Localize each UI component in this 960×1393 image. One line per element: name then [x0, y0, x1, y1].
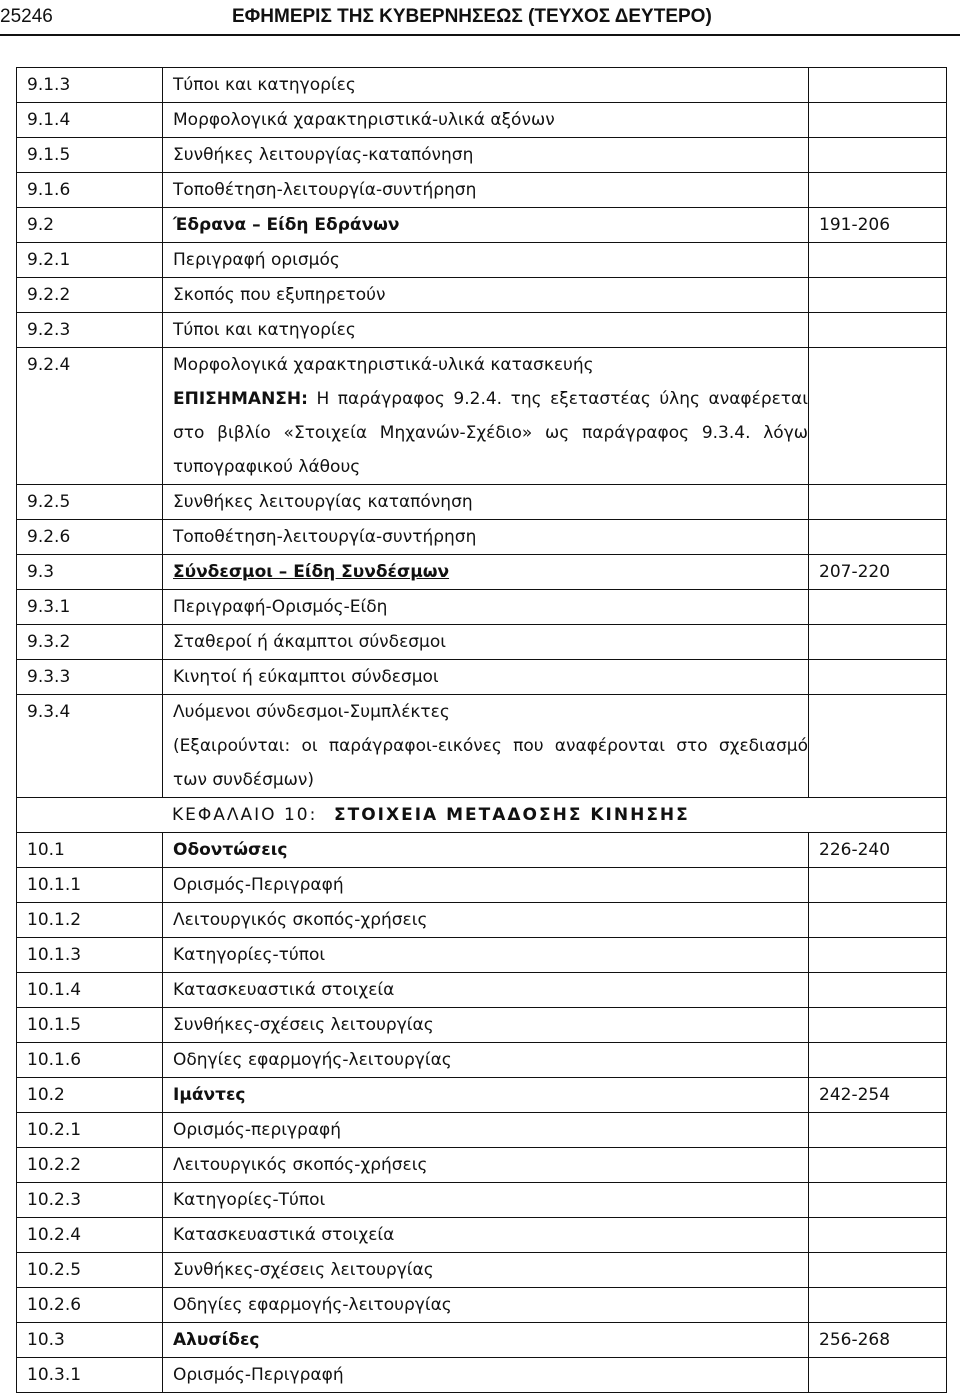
section-title-cell — [163, 1358, 809, 1393]
section-title-cell — [163, 1323, 809, 1358]
section-title-cell — [163, 695, 809, 798]
section-number: 9.1.4 — [17, 103, 163, 138]
section-number: 10.2.1 — [17, 1113, 163, 1148]
section-number: 9.2.5 — [17, 485, 163, 520]
section-title-cell — [163, 138, 809, 173]
section-title-cell — [163, 903, 809, 938]
table-row — [17, 68, 947, 103]
section-title-cell — [163, 208, 809, 243]
section-title-cell — [163, 1183, 809, 1218]
section-title: Σκοπός που εξυπηρετούν — [173, 285, 386, 305]
section-number: 10.1.2 — [17, 903, 163, 938]
table-row — [17, 1078, 947, 1113]
page-range: 256-268 — [809, 1323, 947, 1358]
section-title: Οδηγίες εφαρμογής-λειτουργίας — [173, 1050, 452, 1070]
section-title-cell — [163, 555, 809, 590]
section-number: 10.2 — [17, 1078, 163, 1113]
section-title-cell — [163, 868, 809, 903]
section-number: 9.1.3 — [17, 68, 163, 103]
table-row — [17, 243, 947, 278]
section-title: Έδρανα – Είδη Εδράνων — [173, 215, 400, 235]
section-number: 10.1.3 — [17, 938, 163, 973]
section-number: 9.2.1 — [17, 243, 163, 278]
page-range: 242-254 — [809, 1078, 947, 1113]
section-title-cell — [163, 1218, 809, 1253]
section-number: 9.1.6 — [17, 173, 163, 208]
section-title: Συνθήκες-σχέσεις λειτουργίας — [173, 1260, 434, 1280]
section-title: Σταθεροί ή άκαμπτοι σύνδεσμοι — [173, 632, 447, 652]
table-row — [17, 660, 947, 695]
section-title: Τοποθέτηση-λειτουργία-συντήρηση — [173, 180, 477, 200]
table-row — [17, 1183, 947, 1218]
page-range: 207-220 — [809, 555, 947, 590]
table-row — [17, 973, 947, 1008]
table-row — [17, 103, 947, 138]
section-number: 10.2.3 — [17, 1183, 163, 1218]
table-row — [17, 938, 947, 973]
section-number: 9.3.2 — [17, 625, 163, 660]
table-row — [17, 520, 947, 555]
note-text: Η παράγραφος 9.2.4. της εξεταστέας ύλης αναφέρεται στο βιβλίο «Στοιχεία Μηχανών-Σχέδιο» ως παράγραφος 9.3.4. λόγω τυπογραφικού λάθους — [173, 389, 808, 477]
section-title: Οδηγίες εφαρμογής-λειτουργίας — [173, 1295, 452, 1315]
page-range — [809, 1113, 947, 1148]
table-row — [17, 1253, 947, 1288]
table-row — [17, 278, 947, 313]
section-title: Κατασκευαστικά στοιχεία — [173, 1225, 395, 1245]
table-row — [17, 695, 947, 798]
page-range — [809, 1183, 947, 1218]
section-number: 10.1.5 — [17, 1008, 163, 1043]
section-title-cell — [163, 660, 809, 695]
table-row — [17, 903, 947, 938]
page-range — [809, 138, 947, 173]
section-title-cell — [163, 278, 809, 313]
section-number: 10.3 — [17, 1323, 163, 1358]
page-range — [809, 1218, 947, 1253]
section-title: Μορφολογικά χαρακτηριστικά-υλικά αξόνων — [173, 110, 555, 130]
section-number: 9.2.2 — [17, 278, 163, 313]
page-range — [809, 868, 947, 903]
page-range — [809, 243, 947, 278]
page-range — [809, 625, 947, 660]
table-row — [17, 555, 947, 590]
section-number: 9.2.6 — [17, 520, 163, 555]
section-title: Περιγραφή ορισμός — [173, 250, 340, 270]
page-header — [0, 0, 960, 44]
table-row — [17, 313, 947, 348]
section-title: Αλυσίδες — [173, 1330, 260, 1350]
section-number: 10.2.2 — [17, 1148, 163, 1183]
section-title-cell — [163, 348, 809, 485]
section-title-cell — [163, 485, 809, 520]
section-number: 9.2 — [17, 208, 163, 243]
section-title: Τύποι και κατηγορίες — [173, 320, 356, 340]
section-number: 9.3 — [17, 555, 163, 590]
table-row — [17, 1218, 947, 1253]
section-number: 10.2.5 — [17, 1253, 163, 1288]
section-number: 10.1 — [17, 833, 163, 868]
page-range — [809, 1148, 947, 1183]
section-number: 9.1.5 — [17, 138, 163, 173]
page-range: 226-240 — [809, 833, 947, 868]
section-title: Ορισμός-Περιγραφή — [173, 1365, 344, 1385]
section-title-cell — [163, 973, 809, 1008]
section-title: Συνθήκες-σχέσεις λειτουργίας — [173, 1015, 434, 1035]
section-title: Συνθήκες λειτουργίας-καταπόνηση — [173, 145, 474, 165]
section-title-cell — [163, 1288, 809, 1323]
section-title-cell — [163, 625, 809, 660]
chapter-heading-row — [17, 798, 947, 833]
section-number: 10.1.6 — [17, 1043, 163, 1078]
page-range — [809, 903, 947, 938]
section-title-cell — [163, 1043, 809, 1078]
section-title: Περιγραφή-Ορισμός-Είδη — [173, 597, 388, 617]
section-title-cell — [163, 1148, 809, 1183]
page-range — [809, 348, 947, 485]
page-number: 25246 — [0, 6, 53, 27]
table-row — [17, 1113, 947, 1148]
page-range — [809, 1043, 947, 1078]
section-title-cell — [163, 520, 809, 555]
section-number: 9.3.4 — [17, 695, 163, 798]
table-row — [17, 868, 947, 903]
section-title: Τύποι και κατηγορίες — [173, 75, 356, 95]
page-range — [809, 103, 947, 138]
table-row — [17, 1358, 947, 1393]
page-range — [809, 938, 947, 973]
page-range — [809, 68, 947, 103]
table-row — [17, 1008, 947, 1043]
section-title: Ορισμός-Περιγραφή — [173, 875, 344, 895]
section-title-cell — [163, 103, 809, 138]
section-title: Τοποθέτηση-λειτουργία-συντήρηση — [173, 527, 477, 547]
section-title: Λειτουργικός σκοπός-χρήσεις — [173, 1155, 428, 1175]
section-title-cell — [163, 68, 809, 103]
page-range — [809, 520, 947, 555]
section-title: Κατηγορίες-τύποι — [173, 945, 326, 965]
section-title: Σύνδεσμοι – Είδη Συνδέσμων — [173, 562, 450, 582]
section-title: Λειτουργικός σκοπός-χρήσεις — [173, 910, 428, 930]
table-row — [17, 625, 947, 660]
section-number: 10.2.6 — [17, 1288, 163, 1323]
section-title: Κατασκευαστικά στοιχεία — [173, 980, 395, 1000]
chapter-label: ΚΕΦΑΛΑΙΟ 10: — [172, 805, 318, 825]
page-range — [809, 590, 947, 625]
section-title-cell — [163, 313, 809, 348]
table-row — [17, 208, 947, 243]
section-number: 9.2.3 — [17, 313, 163, 348]
table-row — [17, 1148, 947, 1183]
table-row — [17, 1043, 947, 1078]
section-number: 10.3.1 — [17, 1358, 163, 1393]
section-title-cell — [163, 938, 809, 973]
page-range — [809, 1358, 947, 1393]
page-range — [809, 1288, 947, 1323]
section-title: Μορφολογικά χαρακτηριστικά-υλικά κατασκευής — [173, 355, 594, 375]
section-title-cell — [163, 1008, 809, 1043]
page-range — [809, 278, 947, 313]
section-number: 9.3.1 — [17, 590, 163, 625]
gazette-title: ΕΦΗΜΕΡΙΣ ΤΗΣ ΚΥΒΕΡΝΗΣΕΩΣ (ΤΕΥΧΟΣ ΔΕΥΤΕΡΟ) — [232, 6, 712, 27]
section-title: Συνθήκες λειτουργίας καταπόνηση — [173, 492, 473, 512]
section-title-cell — [163, 173, 809, 208]
exclusion-note: (Εξαιρούνται: οι παράγραφοι-εικόνες που αναφέρονται στο σχεδιασμό των συνδέσμων) — [173, 736, 808, 790]
chapter-title: ΣΤΟΙΧΕΙΑ ΜΕΤΑΔΟΣΗΣ ΚΙΝΗΣΗΣ — [334, 805, 690, 825]
table-row — [17, 485, 947, 520]
syllabus-table — [16, 67, 947, 1393]
section-title: Οδοντώσεις — [173, 840, 288, 860]
section-title: Λυόμενοι σύνδεσμοι-Συμπλέκτες — [173, 702, 450, 722]
page-range — [809, 660, 947, 695]
section-title: Ορισμός-περιγραφή — [173, 1120, 342, 1140]
section-title-cell — [163, 243, 809, 278]
note — [173, 382, 808, 484]
table-row — [17, 173, 947, 208]
section-number: 9.3.3 — [17, 660, 163, 695]
table-row — [17, 590, 947, 625]
table-row — [17, 1323, 947, 1358]
header-rule — [0, 34, 960, 36]
table-row — [17, 138, 947, 173]
section-title-cell — [163, 1253, 809, 1288]
section-title: Κινητοί ή εύκαμπτοι σύνδεσμοι — [173, 667, 439, 687]
table-row — [17, 1288, 947, 1323]
table-row — [17, 833, 947, 868]
table-row — [17, 348, 947, 485]
section-title: Ιμάντες — [173, 1085, 246, 1105]
section-title-cell — [163, 1113, 809, 1148]
page-range — [809, 313, 947, 348]
page-range — [809, 1008, 947, 1043]
section-title-cell — [163, 590, 809, 625]
note-label: ΕΠΙΣΗΜΑΝΣΗ: — [173, 389, 308, 409]
section-title-cell — [163, 833, 809, 868]
page-range — [809, 973, 947, 1008]
page-range — [809, 695, 947, 798]
section-number: 9.2.4 — [17, 348, 163, 485]
page-range — [809, 173, 947, 208]
section-number: 10.1.1 — [17, 868, 163, 903]
syllabus-table-body — [17, 68, 947, 1393]
chapter-heading — [17, 798, 947, 833]
section-number: 10.1.4 — [17, 973, 163, 1008]
section-number: 10.2.4 — [17, 1218, 163, 1253]
section-title-cell — [163, 1078, 809, 1113]
page-range: 191-206 — [809, 208, 947, 243]
page-range — [809, 485, 947, 520]
page-range — [809, 1253, 947, 1288]
section-title: Κατηγορίες-Τύποι — [173, 1190, 326, 1210]
